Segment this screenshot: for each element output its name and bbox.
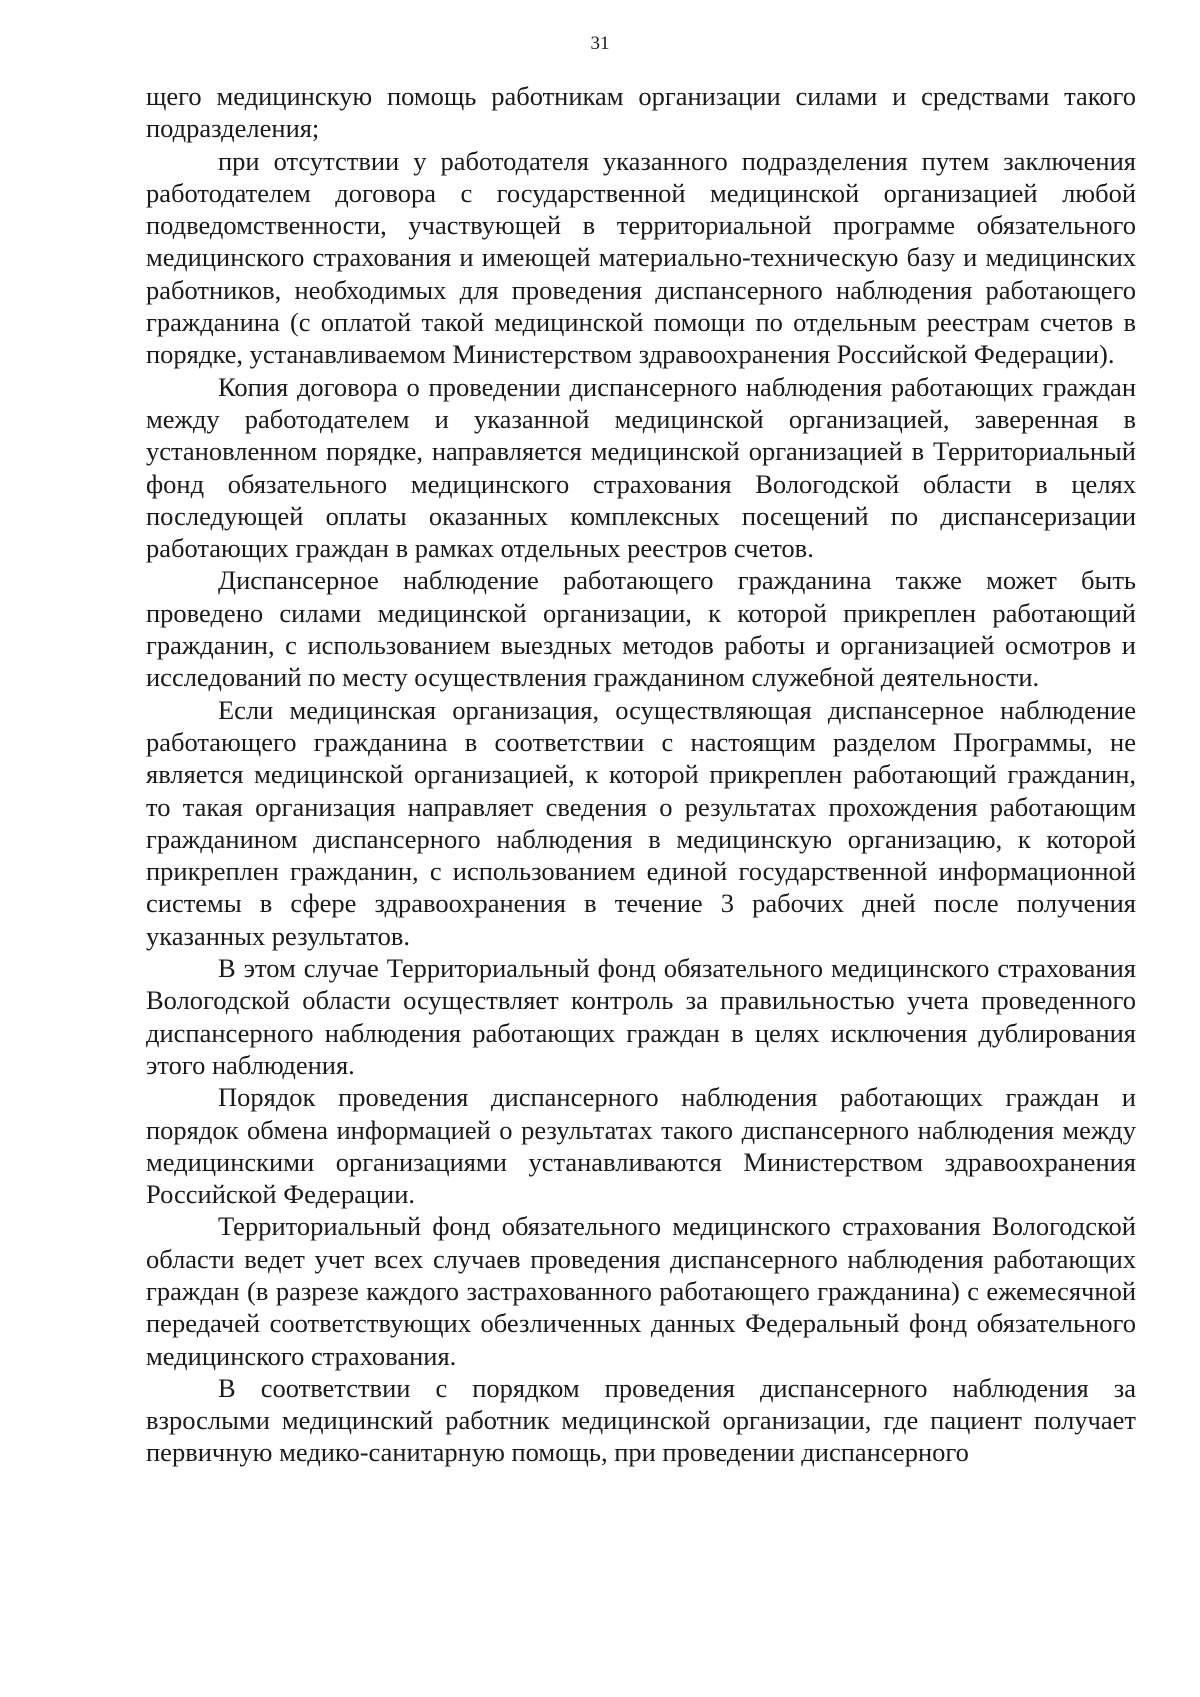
paragraph-field-methods: Диспансерное наблюдение работающего гражданина также может быть проведено силами медицинской организации, к которой прикреплен работающий гражданин, с использованием выездных методов работы и организацией осмотров и исследований по месту осуществления гражданином служебной деятельности. [146, 565, 1136, 693]
body-text [146, 80, 1136, 1469]
paragraph-continuation: щего медицинскую помощь работникам организации силами и средствами такого подразделения; [146, 81, 1136, 144]
paragraph-fund-control: В этом случае Территориальный фонд обязательного медицинского страхования Вологодской области осуществляет контроль за правильностью учета проведенного диспансерного наблюдения работающих граждан в целях исключения дублирования этого наблюдения. [146, 953, 1136, 1080]
paragraph-employer-contract: при отсутствии у работодателя указанного подразделения путем заключения работодателем договора с государственной медицинской организацией любой подведомственности, участвующей в территориальной программе обязательного медицинского страхования и имеющей материально-техническую базу и медицинских работников, необходимых для проведения диспансерного наблюдения работающего гражданина (с оплатой такой медицинской помощи по отдельным реестрам счетов в порядке, устанавливаемом Министерством здравоохранения Российской Федерации). [146, 145, 1136, 370]
paragraph-results-transfer: Если медицинская организация, осуществляющая диспансерное наблюдение работающего гражданина в соответствии с настоящим разделом Программы, не является медицинской организацией, к которой прикреплен работающий гражданин, то такая организация направляет сведения о результатах прохождения работающим гражданином диспансерного наблюдения в медицинскую организацию, к которой прикреплен гражданин, с использованием единой государственной информационной системы в сфере здравоохранения в течение 3 рабочих дней после получения указанных результатов. [146, 694, 1136, 951]
paragraph-contract-copy: Копия договора о проведении диспансерного наблюдения работающих граждан между работодателем и указанной медицинской организацией, заверенная в установленном порядке, направляется медицинской организацией в Территориальный фонд обязательного медицинского страхования Вологодской области в целях последующей оплаты оказанных комплексных посещений по диспансеризации работающих граждан в рамках отдельных реестров счетов. [146, 371, 1136, 564]
paragraph-fund-accounting: Территориальный фонд обязательного медицинского страхования Вологодской области ведет учет всех случаев проведения диспансерного наблюдения работающих граждан (в разрезе каждого застрахованного работающего гражданина) с ежемесячной передачей соответствующих обезличенных данных Федеральный фонд обязательного медицинского страхования. [146, 1211, 1136, 1371]
paragraph-adult-observation: В соответствии с порядком проведения диспансерного наблюдения за взрослыми медицинский работник медицинской организации, где пациент получает первичную медико-санитарную помощь, при проведении диспансерного [146, 1372, 1136, 1468]
page-number: 31 [590, 33, 610, 54]
paragraph-procedure: Порядок проведения диспансерного наблюдения работающих граждан и порядок обмена информацией о результатах такого диспансерного наблюдения между медицинскими организациями устанавливаются Министерством здравоохранения Российской Федерации. [146, 1082, 1136, 1210]
